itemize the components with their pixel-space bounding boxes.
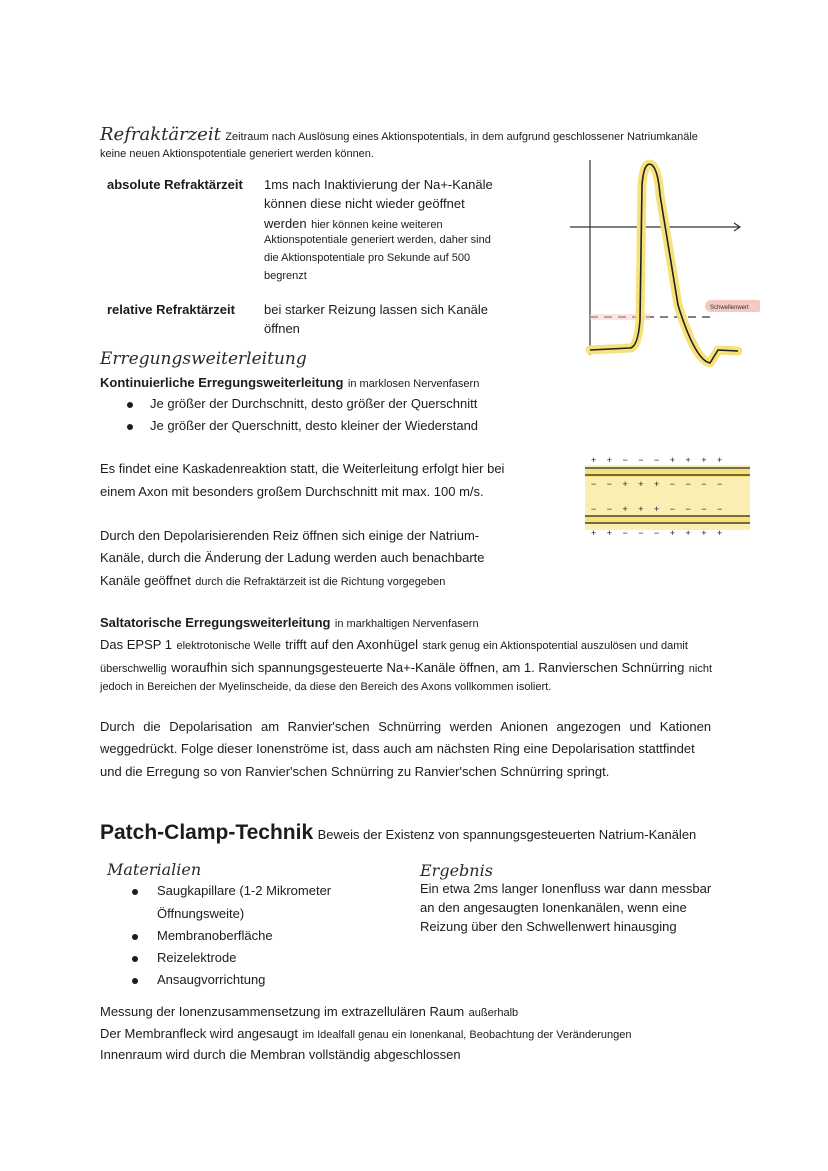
bullet-dot: [132, 956, 138, 962]
patch-line2a: Der Membranfleck wird angesaugt: [100, 1026, 298, 1041]
salt-line2a: überschwellig: [100, 663, 167, 675]
salt-sub: in markhaltigen Nervenfasern: [334, 618, 479, 630]
para1-line1: Es findet eine Kaskadenreaktion statt, die Weiterleitung erfolgt hier bei: [100, 461, 505, 476]
salt-title-line: [100, 614, 479, 632]
patch-heading: Patch-Clamp-Technik: [100, 821, 314, 844]
para2-line3: [100, 572, 445, 590]
para1-line2: einem Axon mit besonders großem Durchschnitt mit max. 100 m/s.: [100, 484, 484, 499]
kont-bullet1: Je größer der Durchschnitt, desto größer der Querschnitt: [150, 396, 478, 411]
salt-line1: [100, 636, 688, 654]
relative-line2: öffnen: [264, 321, 300, 336]
threshold-label: Schwellenwert: [710, 305, 749, 311]
depol-line3: und die Erregung so von Ranvier'schen Schnürring zu Ranvier'schen Schnürring springt.: [100, 764, 610, 779]
kont-title: Kontinuierliche Erregungsweiterleitung: [100, 375, 344, 390]
ergebnis-line3: Reizung über den Schwellenwert hinausging: [420, 919, 677, 934]
bullet-dot: [132, 978, 138, 984]
curve-highlight: [590, 164, 738, 363]
mat2: Membranoberfläche: [157, 928, 273, 943]
mat3: Reizelektrode: [157, 950, 237, 965]
kont-title-line: [100, 374, 479, 392]
materialien-heading: Materialien: [107, 860, 202, 879]
salt-line1a: Das EPSP 1: [100, 637, 173, 652]
salt-line2b: woraufhin sich spannungsgesteuerte Na+-Kanäle öffnen, am 1. Ranvierschen Schnürring: [171, 660, 685, 675]
charges-row2: − − + + + − − − −: [591, 479, 727, 489]
salt-line1d: stark genug ein Aktionspotential auszulösen und damit: [422, 640, 688, 652]
refraktaer-intro-line2: keine neuen Aktionspotentiale generiert werden können.: [100, 148, 374, 160]
mat1-line2: Öffnungsweite): [157, 906, 245, 921]
para2-line3b: durch die Refraktärzeit ist die Richtung vorgegeben: [195, 576, 446, 588]
refraktaer-heading: Refraktärzeit: [100, 124, 221, 145]
ergebnis-line2: an den angesaugten Ionenkanälen, wenn eine: [420, 900, 687, 915]
absolute-line5: die Aktionspotentiale pro Sekunde auf 500: [264, 252, 471, 264]
erregung-heading: Erregungsweiterleitung: [100, 349, 307, 369]
action-potential-graph: [560, 155, 760, 375]
patch-heading-line: [100, 821, 696, 845]
kont-bullet2: Je größer der Querschnitt, desto kleiner der Wiederstand: [150, 418, 479, 433]
absolute-line6: begrenzt: [264, 270, 307, 282]
refraktaer-heading-line: [100, 124, 698, 145]
absolute-line4: Aktionspotentiale generiert werden, daher sind: [264, 234, 491, 246]
salt-line1b: elektrotonische Welle: [176, 640, 281, 652]
salt-line2: [100, 659, 712, 677]
ergebnis-line1: Ein etwa 2ms langer Ionenfluss war dann messbar: [420, 881, 712, 896]
depol-line1: Durch die Depolarisation am Ranvier'schen Schnürring werden Anionen angezogen und Kationen: [100, 719, 712, 734]
charges-row3: − − + + + − − − −: [591, 504, 727, 514]
para2-line2: Kanäle, durch die Änderung der Ladung werden auch benachbarte: [100, 550, 485, 565]
salt-title: Saltatorische Erregungsweiterleitung: [100, 615, 331, 630]
para2-line3a: Kanäle geöffnet: [100, 573, 191, 588]
patch-line3: Innenraum wird durch die Membran vollständig abgeschlossen: [100, 1047, 461, 1062]
patch-line2b: im Idealfall genau ein Ionenkanal, Beobachtung der Veränderungen: [302, 1029, 632, 1041]
ergebnis-heading: Ergebnis: [420, 861, 493, 880]
patch-line1a: Messung der Ionenzusammensetzung im extrazellulären Raum: [100, 1004, 465, 1019]
salt-line2c: nicht: [688, 663, 713, 675]
patch-line1b: außerhalb: [468, 1007, 519, 1019]
bullet-dot: [127, 402, 133, 408]
absolute-label: absolute Refraktärzeit: [107, 177, 243, 192]
charges-row4: + + − − − + + + +: [591, 528, 727, 538]
patch-line2: [100, 1025, 631, 1043]
kont-sub: in marklosen Nervenfasern: [347, 378, 480, 390]
relative-label: relative Refraktärzeit: [107, 302, 235, 317]
absolute-line1: 1ms nach Inaktivierung der Na+-Kanäle: [264, 177, 493, 192]
absolute-line3: [264, 215, 443, 233]
absolute-line2: können diese nicht wieder geöffnet: [264, 196, 465, 211]
absolute-line3a: werden: [264, 216, 307, 231]
relative-line1: bei starker Reizung lassen sich Kanäle: [264, 302, 489, 317]
bullet-dot: [127, 424, 133, 430]
patch-line1: [100, 1003, 518, 1021]
salt-line3: jedoch in Bereichen der Myelinscheide, da diese den Bereich des Axons vollkommen isoliert.: [100, 681, 552, 693]
para2-line1: Durch den Depolarisierenden Reiz öffnen sich einige der Natrium-: [100, 528, 480, 543]
patch-sub: Beweis der Existenz von spannungsgesteuerten Natrium-Kanälen: [317, 827, 697, 842]
bullet-dot: [132, 889, 138, 895]
charges-row1: + + − − − + + + +: [591, 455, 727, 465]
depol-line2: weggedrückt. Folge dieser Ionenströme ist, dass auch am nächsten Ring eine Depolarisation stattfindet: [100, 741, 695, 756]
refraktaer-intro: Zeitraum nach Auslösung eines Aktionspotentials, in dem aufgrund geschlossener Natriumkanäle: [225, 131, 698, 143]
absolute-line3b: hier können keine weiteren: [311, 219, 443, 231]
mat1-line1: Saugkapillare (1-2 Mikrometer: [157, 883, 332, 898]
axon-charge-diagram: [585, 452, 750, 542]
mat4: Ansaugvorrichtung: [157, 972, 266, 987]
salt-line1c: trifft auf den Axonhügel: [285, 637, 419, 652]
bullet-dot: [132, 934, 138, 940]
